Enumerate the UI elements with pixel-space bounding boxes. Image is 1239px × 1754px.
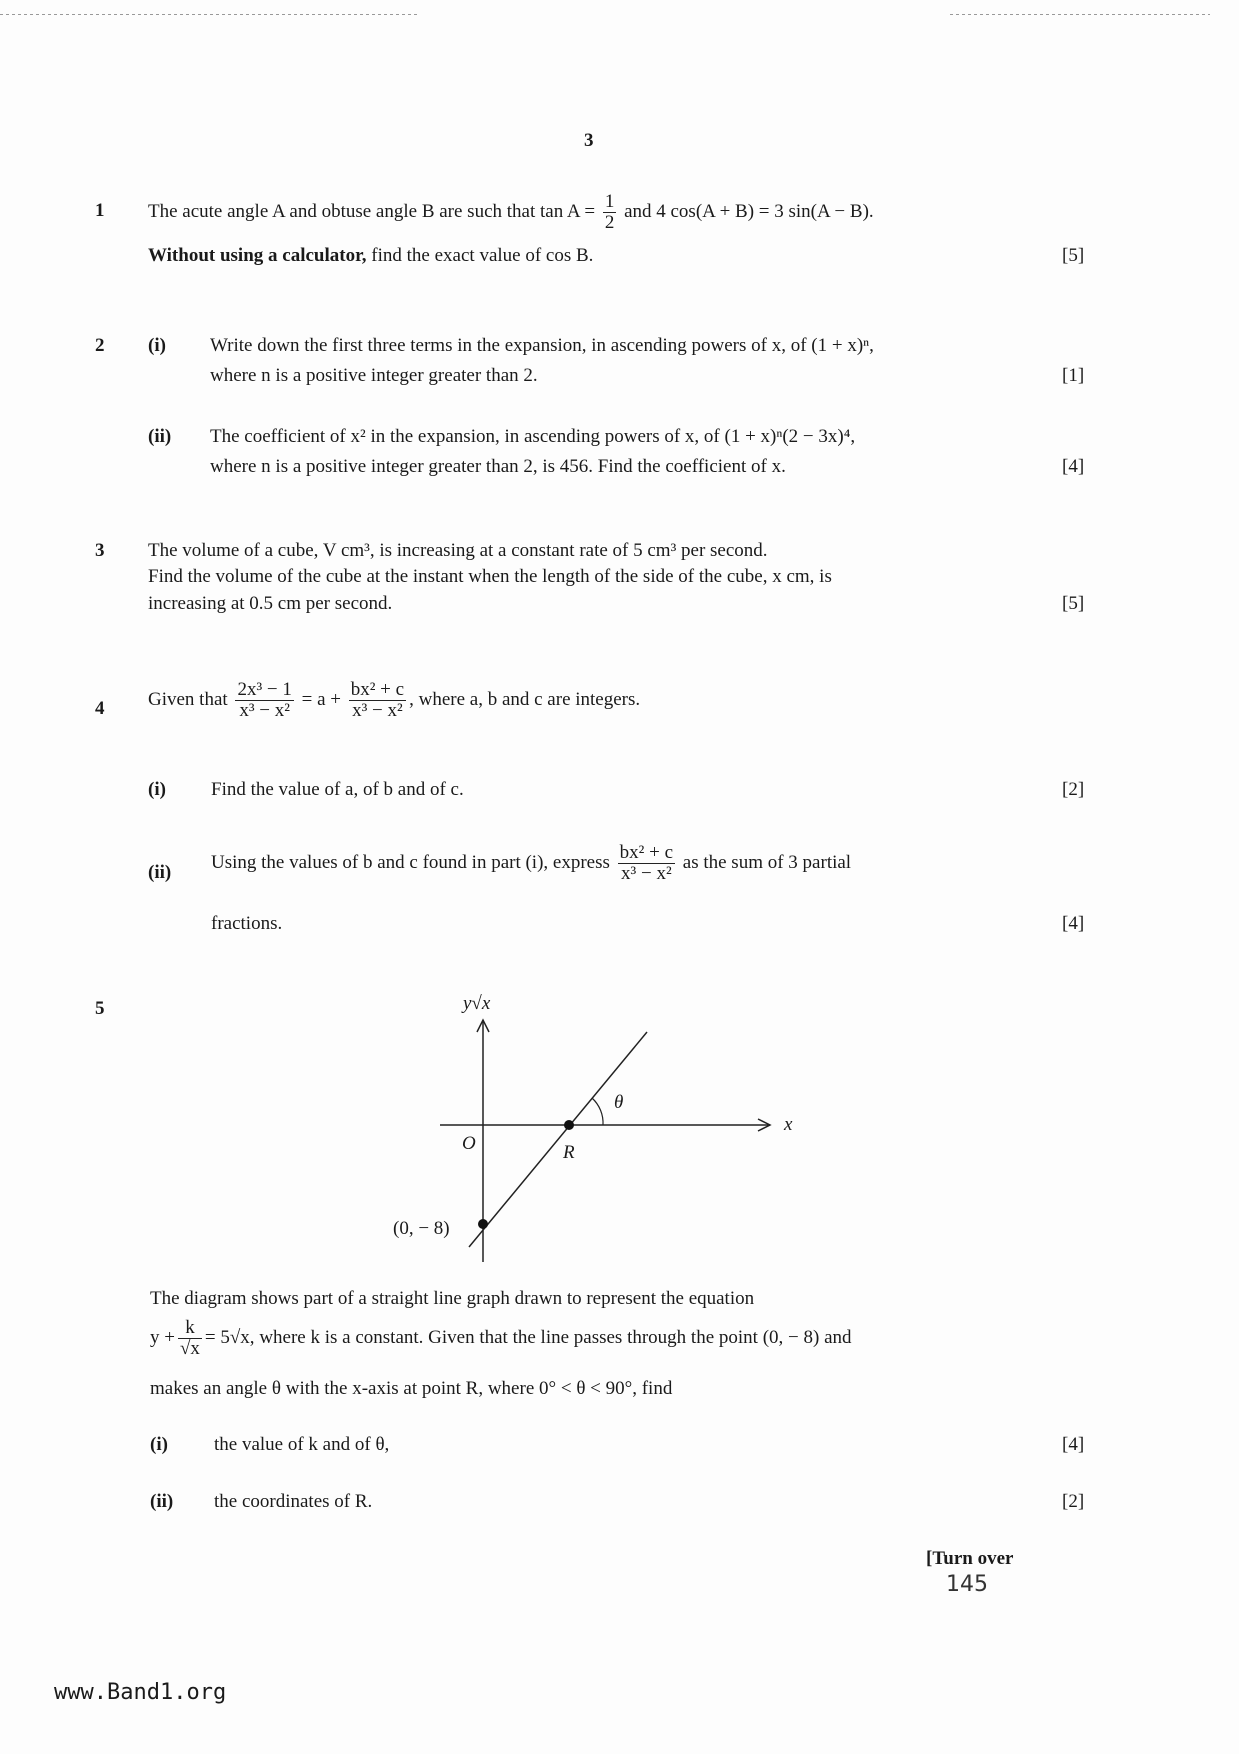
text: , where a, b and c are integers.: [409, 688, 641, 710]
point-r-label: R: [563, 1142, 575, 1163]
numerator: bx² + c: [350, 679, 405, 700]
x-axis-label: x: [784, 1114, 793, 1135]
origin-label: O: [462, 1133, 476, 1154]
text: The diagram shows part of a straight line graph drawn to represent the equation: [150, 1288, 755, 1309]
turn-over-label: [Turn over: [926, 1548, 1014, 1569]
angle-arc: [592, 1098, 603, 1125]
question-1-line-1: [148, 192, 874, 233]
numerator: 1: [604, 191, 615, 212]
question-5-equation-line: [150, 1318, 852, 1359]
fraction: [178, 1318, 202, 1359]
marks: [2]: [1062, 779, 1085, 800]
part-label: (i): [148, 335, 166, 356]
denominator: x³ − x²: [239, 700, 290, 721]
marks: [1]: [1062, 365, 1085, 386]
text: where n is a positive integer greater than 2, is 456. Find the coefficient of x.: [210, 456, 786, 477]
text: Find the value of a, of b and of c.: [211, 779, 464, 800]
fraction: [603, 192, 617, 233]
marks: [5]: [1062, 593, 1085, 614]
question-number: 4: [95, 698, 105, 719]
intercept-label: (0, − 8): [393, 1218, 450, 1239]
watermark-url: www.Band1.org: [54, 1680, 227, 1705]
handwritten-note: 145: [946, 1572, 988, 1597]
question-4-equation: [148, 680, 640, 721]
text: = a +: [301, 688, 341, 710]
question-1-line-2: [148, 245, 593, 267]
fraction: [235, 680, 293, 721]
text: The coefficient of x² in the expansion, in ascending powers of x, of (1 + x)ⁿ(2 − 3x)⁴,: [210, 426, 856, 447]
marks: [2]: [1062, 1491, 1085, 1512]
question-number: 2: [95, 335, 105, 356]
text: makes an angle θ with the x-axis at point R, where 0° < θ < 90°, find: [150, 1378, 673, 1399]
part-label: (i): [150, 1434, 168, 1455]
scan-artifact: [950, 14, 1210, 15]
text: Find the volume of the cube at the instant when the length of the side of the cube, x cm, is: [148, 566, 832, 587]
text: Write down the first three terms in the expansion, in ascending powers of x, of (1 + x)ⁿ,: [210, 335, 874, 356]
text: increasing at 0.5 cm per second.: [148, 593, 393, 614]
text: Using the values of b and c found in part (i), express: [211, 851, 610, 873]
graph-line: [469, 1032, 647, 1247]
text: as the sum of 3 partial: [682, 851, 852, 873]
marks: [4]: [1062, 456, 1085, 477]
text: the coordinates of R.: [214, 1491, 373, 1512]
text: = 5√x,: [204, 1326, 255, 1348]
part-label: (ii): [148, 862, 172, 883]
angle-label: θ: [614, 1092, 624, 1113]
denominator: x³ − x²: [352, 700, 403, 721]
intercept-dot: [478, 1219, 488, 1229]
text: fractions.: [211, 913, 283, 934]
part-label: (ii): [148, 426, 172, 447]
denominator: x³ − x²: [621, 863, 672, 884]
numerator: k: [178, 1318, 202, 1339]
scan-artifact: [0, 14, 420, 15]
point-r-dot: [564, 1120, 574, 1130]
marks: [4]: [1062, 1434, 1085, 1455]
text: where k is a constant. Given that the line passes through the point (0, − 8) and: [254, 1326, 852, 1348]
text: [211, 843, 851, 884]
fraction: [618, 843, 675, 884]
text: where n is a positive integer greater than 2.: [210, 365, 538, 386]
page-number: 3: [584, 130, 594, 151]
y-axis-label: y√x: [463, 993, 491, 1014]
fraction: [349, 680, 406, 721]
text: and 4 cos(A + B) = 3 sin(A − B).: [619, 200, 874, 222]
part-label: (i): [148, 779, 166, 800]
text: the value of k and of θ,: [214, 1434, 390, 1455]
question-number: 3: [95, 540, 105, 561]
bold-text: Without using a calculator,: [148, 245, 367, 266]
part-label: (ii): [150, 1491, 174, 1512]
denominator: √x: [179, 1338, 200, 1359]
text: y +: [150, 1326, 175, 1348]
text: Given that: [148, 688, 228, 710]
numerator: 2x³ − 1: [237, 679, 292, 700]
marks: [5]: [1062, 245, 1085, 266]
numerator: bx² + c: [619, 842, 674, 863]
question-number: 5: [95, 998, 105, 1019]
text: find the exact value of cos B.: [366, 245, 594, 266]
text: The acute angle A and obtuse angle B are such that tan A =: [148, 200, 600, 222]
marks: [4]: [1062, 913, 1085, 934]
question-number: 1: [95, 200, 105, 221]
text: The volume of a cube, V cm³, is increasing at a constant rate of 5 cm³ per second.: [148, 540, 768, 561]
denominator: 2: [604, 212, 615, 233]
